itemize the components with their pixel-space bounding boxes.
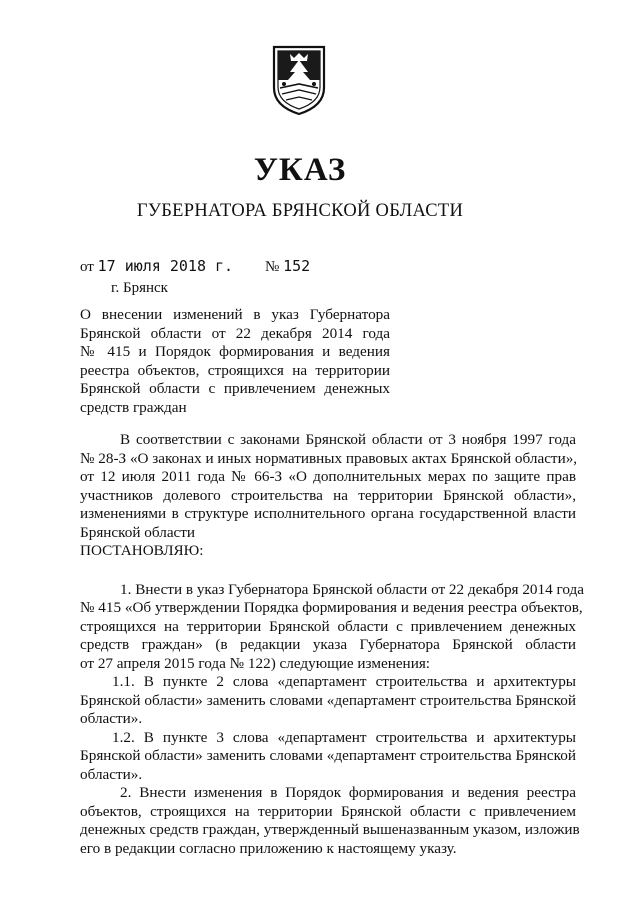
coat-of-arms-icon bbox=[270, 44, 328, 116]
document-subtitle: ГУБЕРНАТОРА БРЯНСКОЙ ОБЛАСТИ bbox=[136, 201, 464, 221]
subject-line: Брянской области с привлечением денежных bbox=[80, 380, 390, 397]
item-line: Брянской области» заменить словами «департамент строительства Брянской bbox=[80, 747, 576, 764]
number-prefix: № bbox=[265, 259, 280, 275]
document-title: УКАЗ bbox=[253, 152, 347, 188]
document-date bbox=[80, 256, 233, 277]
item-line: от 27 апреля 2015 года № 122) следующие изменения: bbox=[80, 654, 431, 672]
preamble bbox=[80, 431, 576, 542]
item-1 bbox=[80, 580, 584, 674]
item-line: № 415 «Об утверждении Порядка формирования и ведения реестра объектов, bbox=[80, 599, 583, 616]
preamble-line: изменениями в структуре исполнительного органа государственной власти bbox=[80, 505, 576, 522]
item-line: 1. Внести в указ Губернатора Брянской области от 22 декабря 2014 года bbox=[120, 580, 584, 598]
item-line: средств граждан» (в редакции указа Губернатора Брянской области bbox=[80, 636, 576, 653]
subject-line: О внесении изменений в указ Губернатора bbox=[80, 306, 390, 323]
number-value: 152 bbox=[283, 257, 311, 275]
date-value: 17 июля 2018 г. bbox=[97, 257, 234, 275]
document-body bbox=[80, 431, 584, 858]
document-city: г. Брянск bbox=[111, 280, 168, 296]
subject-line: Брянской области от 22 декабря 2014 года bbox=[80, 324, 390, 342]
preamble-line: № 28-З «О законах и иных нормативных правовых актах Брянской области», bbox=[80, 449, 578, 467]
item-1-1 bbox=[80, 673, 576, 729]
item-line: его в редакции согласно приложению к настоящему указу. bbox=[80, 839, 457, 857]
item-line: денежных средств граждан, утвержденный вышеназванным указом, изложив bbox=[80, 821, 580, 838]
item-2 bbox=[80, 784, 580, 858]
item-line: области». bbox=[80, 765, 143, 783]
preamble-line: Брянской области bbox=[80, 523, 196, 541]
item-line: Брянской области» заменить словами «департамент строительства Брянской bbox=[80, 691, 576, 709]
document-number bbox=[265, 256, 310, 277]
item-line: области». bbox=[80, 710, 143, 727]
item-line: 2. Внести изменения в Порядок формирования и ведения реестра bbox=[120, 784, 576, 801]
date-prefix: от bbox=[80, 259, 94, 275]
item-line: объектов, строящихся на территории Брянской области с привлечением bbox=[80, 802, 576, 820]
subject-line: № 415 и Порядок формирования и ведения bbox=[80, 343, 390, 360]
document-subject bbox=[80, 306, 390, 417]
subject-line: реестра объектов, строящихся на территории bbox=[80, 361, 390, 379]
item-1-2 bbox=[80, 729, 576, 785]
preamble-line: от 12 июля 2011 года № 66-З «О дополнительных мерах по защите прав bbox=[80, 468, 576, 485]
item-line: 1.1. В пункте 2 слова «департамент строительства и архитектуры bbox=[112, 673, 576, 690]
preamble-line: участников долевого строительства на территории Брянской области», bbox=[80, 486, 576, 504]
decree-word: ПОСТАНОВЛЯЮ: bbox=[80, 542, 204, 559]
subject-line: средств граждан bbox=[80, 398, 187, 416]
item-line: 1.2. В пункте 3 слова «департамент строительства и архитектуры bbox=[112, 728, 576, 746]
preamble-line: В соответствии с законами Брянской области от 3 ноября 1997 года bbox=[120, 431, 576, 448]
item-line: строящихся на территории Брянской области с привлечением денежных bbox=[80, 617, 576, 635]
